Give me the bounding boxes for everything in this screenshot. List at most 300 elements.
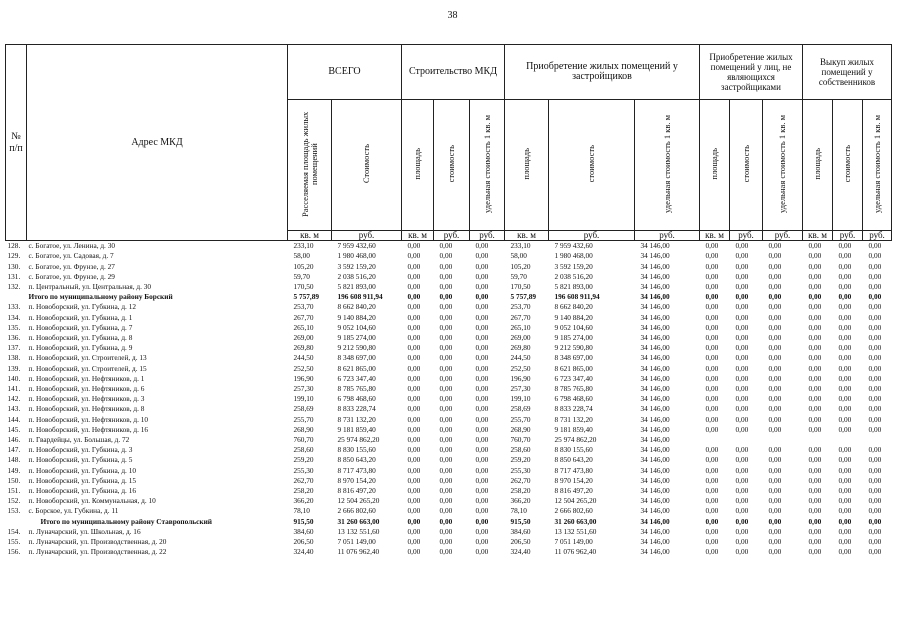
value-cell: 0,00 — [868, 516, 882, 526]
address-cell: п. Новоборский, ул. Губкина, д. 15 — [28, 475, 136, 485]
value-cell: 0,00 — [407, 404, 421, 414]
value-cell: 0,00 — [768, 373, 782, 383]
value-cell: 255,30 — [293, 465, 314, 475]
value-cell: 34 146,00 — [640, 404, 670, 414]
subtotal-label: Итого по муниципальному району Ставропольский — [40, 516, 212, 526]
value-cell: 0,00 — [808, 384, 822, 394]
value-cell: 1 980 468,00 — [554, 251, 593, 261]
value-cell: 196,90 — [293, 373, 314, 383]
row-number: 149. — [7, 465, 21, 475]
value-cell: 0,00 — [808, 333, 822, 343]
value-cell: 0,00 — [808, 506, 822, 516]
value-cell: 34 146,00 — [640, 353, 670, 363]
value-cell: 0,00 — [768, 261, 782, 271]
table-row — [6, 262, 892, 272]
group-total-header: ВСЕГО — [288, 45, 402, 100]
value-cell: 8 348 697,00 — [554, 353, 593, 363]
value-cell: 0,00 — [735, 475, 749, 485]
value-cell: 31 260 663,00 — [554, 516, 597, 526]
value-cell: 0,00 — [705, 261, 719, 271]
value-cell: 8 731 132,20 — [337, 414, 376, 424]
value-cell: 0,00 — [705, 373, 719, 383]
unit-cell: кв. м — [402, 231, 434, 241]
value-cell: 0,00 — [808, 292, 822, 302]
subtotal-label: Итого по муниципальному району Борский — [28, 292, 173, 302]
value-cell: 0,00 — [475, 292, 489, 302]
table-row — [6, 323, 892, 333]
row-number: 131. — [7, 271, 21, 281]
unit-cell: руб. — [863, 231, 892, 241]
value-cell: 13 132 551,60 — [554, 526, 597, 536]
value-cell: 0,00 — [407, 516, 421, 526]
value-cell: 0,00 — [439, 516, 453, 526]
value-cell: 0,00 — [407, 251, 421, 261]
value-cell: 0,00 — [768, 537, 782, 547]
subheader-area: площадь — [505, 100, 549, 231]
address-cell: с. Богатое, ул. Садовая, д. 7 — [28, 251, 114, 261]
value-cell: 0,00 — [407, 475, 421, 485]
row-number: 153. — [7, 506, 21, 516]
value-cell: 265,10 — [510, 322, 531, 332]
value-cell: 0,00 — [768, 486, 782, 496]
value-cell: 366,20 — [510, 496, 531, 506]
value-cell: 0,00 — [735, 282, 749, 292]
value-cell: 0,00 — [808, 424, 822, 434]
address-cell: с. Богатое, ул. Ленина, д. 30 — [28, 241, 116, 251]
value-cell: 0,00 — [407, 292, 421, 302]
value-cell: 760,70 — [293, 435, 314, 445]
value-cell: 0,00 — [475, 547, 489, 557]
value-cell: 257,30 — [293, 384, 314, 394]
value-cell — [863, 435, 892, 445]
value-cell: 9 052 104,60 — [337, 322, 376, 332]
value-cell: 0,00 — [808, 486, 822, 496]
value-cell: 0,00 — [868, 526, 882, 536]
value-cell: 0,00 — [808, 537, 822, 547]
address-cell: с. Богатое, ул. Фрунзе, д. 27 — [28, 261, 115, 271]
address-cell: п. Новоборский, ул. Губкина, д. 12 — [28, 302, 136, 312]
value-cell: 34 146,00 — [640, 343, 670, 353]
value-cell: 199,10 — [510, 394, 531, 404]
value-cell: 0,00 — [838, 424, 852, 434]
address-cell: п. Новоборский, ул. Нефтяников, д. 3 — [28, 394, 145, 404]
value-cell: 0,00 — [768, 424, 782, 434]
value-cell: 34 146,00 — [640, 333, 670, 343]
value-cell: 0,00 — [475, 496, 489, 506]
value-cell: 0,00 — [735, 271, 749, 281]
table-row — [6, 445, 892, 455]
subtotal-row — [6, 292, 892, 302]
value-cell: 0,00 — [475, 445, 489, 455]
resettlement-table — [5, 44, 892, 558]
value-cell: 0,00 — [768, 516, 782, 526]
value-cell: 34 146,00 — [640, 547, 670, 557]
value-cell: 0,00 — [868, 414, 882, 424]
value-cell: 0,00 — [808, 465, 822, 475]
value-cell: 1 980 468,00 — [337, 251, 376, 261]
value-cell: 0,00 — [475, 241, 489, 251]
value-cell: 262,70 — [510, 475, 531, 485]
value-cell: 0,00 — [768, 322, 782, 332]
value-cell: 0,00 — [868, 302, 882, 312]
subheader-area: площадь — [700, 100, 730, 231]
value-cell: 915,50 — [510, 516, 531, 526]
value-cell — [730, 435, 763, 445]
value-cell: 0,00 — [808, 475, 822, 485]
table-row — [6, 476, 892, 486]
row-number: 145. — [7, 424, 21, 434]
value-cell: 34 146,00 — [640, 282, 670, 292]
address-cell: п. Новоборский, ул. Губкина, д. 8 — [28, 333, 133, 343]
row-number: 138. — [7, 353, 21, 363]
value-cell: 0,00 — [808, 322, 822, 332]
value-cell: 252,50 — [510, 363, 531, 373]
value-cell: 0,00 — [838, 475, 852, 485]
value-cell: 8 717 473,80 — [554, 465, 593, 475]
value-cell: 0,00 — [407, 312, 421, 322]
value-cell: 760,70 — [510, 435, 531, 445]
value-cell: 0,00 — [735, 506, 749, 516]
value-cell: 0,00 — [838, 404, 852, 414]
value-cell: 0,00 — [808, 241, 822, 251]
unit-cell: руб. — [730, 231, 763, 241]
value-cell: 0,00 — [735, 333, 749, 343]
value-cell: 0,00 — [705, 516, 719, 526]
value-cell: 0,00 — [735, 404, 749, 414]
value-cell: 0,00 — [475, 373, 489, 383]
value-cell: 0,00 — [838, 353, 852, 363]
value-cell: 0,00 — [475, 353, 489, 363]
address-cell: п. Новоборский, ул. Губкина, д. 9 — [28, 343, 133, 353]
value-cell: 0,00 — [868, 373, 882, 383]
table-row — [6, 302, 892, 312]
value-cell: 8 621 865,00 — [337, 363, 376, 373]
subheader-cost: стоимость — [549, 100, 635, 231]
value-cell: 0,00 — [439, 537, 453, 547]
value-cell: 0,00 — [808, 394, 822, 404]
value-cell: 0,00 — [735, 302, 749, 312]
value-cell: 255,30 — [510, 465, 531, 475]
value-cell: 206,50 — [293, 537, 314, 547]
subheader-resettled-area: Расселяемая площадь жилых помещений — [288, 100, 332, 231]
value-cell: 0,00 — [808, 261, 822, 271]
value-cell: 0,00 — [868, 465, 882, 475]
value-cell: 366,20 — [293, 496, 314, 506]
table-row — [6, 364, 892, 374]
value-cell: 0,00 — [475, 282, 489, 292]
value-cell: 0,00 — [705, 292, 719, 302]
value-cell: 9 181 859,40 — [337, 424, 376, 434]
value-cell: 0,00 — [868, 496, 882, 506]
unit-cell: кв. м — [288, 231, 332, 241]
value-cell: 0,00 — [838, 516, 852, 526]
value-cell: 269,00 — [293, 333, 314, 343]
table-row — [6, 527, 892, 537]
value-cell: 0,00 — [407, 414, 421, 424]
subheader-unit-cost: удельная стоимость 1 кв. м — [635, 100, 700, 231]
value-cell: 267,70 — [293, 312, 314, 322]
value-cell: 0,00 — [768, 384, 782, 394]
unit-cell: руб. — [332, 231, 402, 241]
value-cell: 0,00 — [808, 414, 822, 424]
unit-cell: руб. — [434, 231, 470, 241]
value-cell: 0,00 — [768, 526, 782, 536]
value-cell: 8 970 154,20 — [554, 475, 593, 485]
value-cell: 0,00 — [768, 475, 782, 485]
value-cell: 0,00 — [838, 292, 852, 302]
value-cell: 0,00 — [868, 506, 882, 516]
group-buyout-header: Выкуп жилых помещений у собственников — [803, 45, 892, 100]
table-row — [6, 384, 892, 394]
table-row — [6, 374, 892, 384]
value-cell: 0,00 — [407, 353, 421, 363]
value-cell: 8 785 765,80 — [554, 384, 593, 394]
col-num-header: № п/п — [6, 45, 27, 241]
value-cell: 0,00 — [705, 455, 719, 465]
value-cell: 0,00 — [838, 537, 852, 547]
row-number: 132. — [7, 282, 21, 292]
unit-cell: руб. — [549, 231, 635, 241]
value-cell: 34 146,00 — [640, 455, 670, 465]
value-cell: 0,00 — [868, 537, 882, 547]
table-body — [6, 241, 892, 558]
value-cell: 324,40 — [293, 547, 314, 557]
table-row — [6, 333, 892, 343]
value-cell: 34 146,00 — [640, 537, 670, 547]
value-cell: 0,00 — [735, 526, 749, 536]
value-cell: 252,50 — [293, 363, 314, 373]
subheader-unit-cost: удельная стоимость 1 кв. м — [763, 100, 803, 231]
row-number: 134. — [7, 312, 21, 322]
value-cell: 0,00 — [475, 394, 489, 404]
row-number: 133. — [7, 302, 21, 312]
value-cell: 0,00 — [407, 424, 421, 434]
value-cell: 0,00 — [868, 547, 882, 557]
value-cell: 0,00 — [768, 312, 782, 322]
unit-cell: кв. м — [803, 231, 833, 241]
address-cell: с. Борское, ул. Губкина, д. 11 — [28, 506, 119, 516]
value-cell: 244,50 — [293, 353, 314, 363]
value-cell: 0,00 — [705, 424, 719, 434]
address-cell: п. Новоборский, ул. Коммунальная, д. 10 — [28, 496, 156, 506]
value-cell: 0,00 — [868, 292, 882, 302]
row-number: 128. — [7, 241, 21, 251]
value-cell: 13 132 551,60 — [337, 526, 380, 536]
value-cell: 0,00 — [475, 333, 489, 343]
value-cell: 0,00 — [407, 302, 421, 312]
row-number — [6, 517, 27, 527]
subheader-area: площадь — [803, 100, 833, 231]
value-cell: 0,00 — [705, 343, 719, 353]
value-cell: 0,00 — [735, 424, 749, 434]
row-number: 151. — [7, 486, 21, 496]
value-cell: 6 798 468,60 — [337, 394, 376, 404]
address-cell: п. Луначарский, ул. Производственная, д. 22 — [28, 547, 167, 557]
value-cell: 0,00 — [838, 251, 852, 261]
value-cell: 8 731 132,20 — [554, 414, 593, 424]
value-cell: 0,00 — [439, 312, 453, 322]
value-cell: 255,70 — [293, 414, 314, 424]
value-cell: 0,00 — [475, 526, 489, 536]
value-cell: 0,00 — [808, 251, 822, 261]
value-cell: 253,70 — [510, 302, 531, 312]
value-cell: 0,00 — [735, 414, 749, 424]
table-row — [6, 506, 892, 516]
value-cell: 265,10 — [293, 322, 314, 332]
value-cell: 8 816 497,20 — [554, 486, 593, 496]
value-cell: 199,10 — [293, 394, 314, 404]
value-cell: 0,00 — [439, 322, 453, 332]
value-cell: 0,00 — [475, 271, 489, 281]
value-cell: 0,00 — [868, 486, 882, 496]
value-cell: 0,00 — [475, 384, 489, 394]
value-cell: 0,00 — [439, 404, 453, 414]
value-cell: 0,00 — [868, 394, 882, 404]
value-cell: 0,00 — [808, 526, 822, 536]
row-number: 156. — [7, 547, 21, 557]
value-cell: 0,00 — [407, 455, 421, 465]
value-cell: 34 146,00 — [640, 496, 670, 506]
value-cell: 0,00 — [735, 547, 749, 557]
value-cell: 269,80 — [510, 343, 531, 353]
unit-cell: руб. — [763, 231, 803, 241]
value-cell: 0,00 — [439, 424, 453, 434]
value-cell: 0,00 — [735, 241, 749, 251]
value-cell: 0,00 — [838, 414, 852, 424]
value-cell: 0,00 — [868, 322, 882, 332]
value-cell: 0,00 — [439, 506, 453, 516]
row-number: 130. — [7, 261, 21, 271]
value-cell: 0,00 — [735, 384, 749, 394]
value-cell: 78,10 — [510, 506, 527, 516]
value-cell: 0,00 — [735, 322, 749, 332]
value-cell: 31 260 663,00 — [337, 516, 380, 526]
value-cell: 0,00 — [808, 343, 822, 353]
value-cell — [803, 435, 833, 445]
value-cell: 34 146,00 — [640, 486, 670, 496]
value-cell: 0,00 — [868, 333, 882, 343]
value-cell: 0,00 — [838, 506, 852, 516]
value-cell: 34 146,00 — [640, 241, 670, 251]
value-cell: 34 146,00 — [640, 445, 670, 455]
table-row — [6, 343, 892, 353]
value-cell: 9 212 590,80 — [337, 343, 376, 353]
value-cell: 0,00 — [475, 475, 489, 485]
value-cell: 0,00 — [439, 282, 453, 292]
value-cell: 3 592 159,20 — [337, 261, 376, 271]
value-cell: 0,00 — [705, 333, 719, 343]
subheader-unit-cost: удельная стоимость 1 кв. м — [470, 100, 505, 231]
address-cell: п. Новоборский, ул. Губкина, д. 7 — [28, 322, 133, 332]
value-cell: 9 181 859,40 — [554, 424, 593, 434]
value-cell: 0,00 — [439, 486, 453, 496]
value-cell: 0,00 — [475, 516, 489, 526]
value-cell: 0,00 — [868, 404, 882, 414]
value-cell: 0,00 — [475, 486, 489, 496]
value-cell: 258,60 — [293, 445, 314, 455]
value-cell: 0,00 — [439, 302, 453, 312]
value-cell: 0,00 — [808, 547, 822, 557]
table-row — [6, 394, 892, 404]
value-cell — [833, 435, 863, 445]
value-cell: 0,00 — [768, 455, 782, 465]
value-cell: 258,69 — [293, 404, 314, 414]
value-cell: 0,00 — [735, 251, 749, 261]
group-construction-header: Строительство МКД — [402, 45, 505, 100]
value-cell: 0,00 — [439, 373, 453, 383]
value-cell — [763, 435, 803, 445]
value-cell: 0,00 — [808, 271, 822, 281]
value-cell: 0,00 — [868, 475, 882, 485]
value-cell: 196 608 911,94 — [554, 292, 600, 302]
value-cell: 258,60 — [510, 445, 531, 455]
value-cell: 34 146,00 — [640, 414, 670, 424]
value-cell: 8 830 155,60 — [554, 445, 593, 455]
value-cell: 0,00 — [439, 333, 453, 343]
value-cell: 8 850 643,20 — [554, 455, 593, 465]
row-number: 137. — [7, 343, 21, 353]
value-cell: 0,00 — [407, 373, 421, 383]
address-cell: п. Новоборский, ул. Нефтяников, д. 6 — [28, 384, 145, 394]
value-cell: 0,00 — [407, 322, 421, 332]
value-cell: 267,70 — [510, 312, 531, 322]
value-cell: 0,00 — [407, 465, 421, 475]
value-cell: 0,00 — [705, 465, 719, 475]
value-cell: 0,00 — [808, 312, 822, 322]
table-row — [6, 251, 892, 261]
value-cell: 8 348 697,00 — [337, 353, 376, 363]
value-cell: 0,00 — [475, 537, 489, 547]
value-cell: 0,00 — [407, 486, 421, 496]
value-cell: 8 833 228,74 — [554, 404, 593, 414]
row-number: 139. — [7, 363, 21, 373]
value-cell: 0,00 — [475, 302, 489, 312]
row-number: 141. — [7, 384, 21, 394]
value-cell: 0,00 — [407, 363, 421, 373]
value-cell: 7 959 432,60 — [337, 241, 376, 251]
row-number: 150. — [7, 475, 21, 485]
value-cell: 0,00 — [808, 363, 822, 373]
value-cell: 0,00 — [475, 435, 489, 445]
value-cell: 258,69 — [510, 404, 531, 414]
value-cell: 34 146,00 — [640, 251, 670, 261]
value-cell: 0,00 — [705, 322, 719, 332]
col-address-header: Адрес МКД — [27, 45, 288, 241]
table-row — [6, 537, 892, 547]
value-cell: 0,00 — [768, 343, 782, 353]
value-cell: 12 504 265,20 — [337, 496, 380, 506]
address-cell: п. Центральный, ул. Центральная, д. 30 — [28, 282, 152, 292]
value-cell: 0,00 — [768, 465, 782, 475]
table-row — [6, 272, 892, 282]
value-cell: 268,90 — [293, 424, 314, 434]
value-cell: 8 621 865,00 — [554, 363, 593, 373]
value-cell: 0,00 — [808, 455, 822, 465]
value-cell: 34 146,00 — [640, 292, 670, 302]
value-cell: 0,00 — [475, 424, 489, 434]
value-cell: 34 146,00 — [640, 424, 670, 434]
value-cell: 0,00 — [735, 516, 749, 526]
value-cell: 384,60 — [293, 526, 314, 536]
row-number: 144. — [7, 414, 21, 424]
value-cell: 59,70 — [293, 271, 310, 281]
value-cell: 5 821 893,00 — [337, 282, 376, 292]
table-row — [6, 455, 892, 465]
value-cell: 34 146,00 — [640, 271, 670, 281]
value-cell: 0,00 — [407, 445, 421, 455]
unit-cell: руб. — [635, 231, 700, 241]
value-cell: 0,00 — [735, 445, 749, 455]
